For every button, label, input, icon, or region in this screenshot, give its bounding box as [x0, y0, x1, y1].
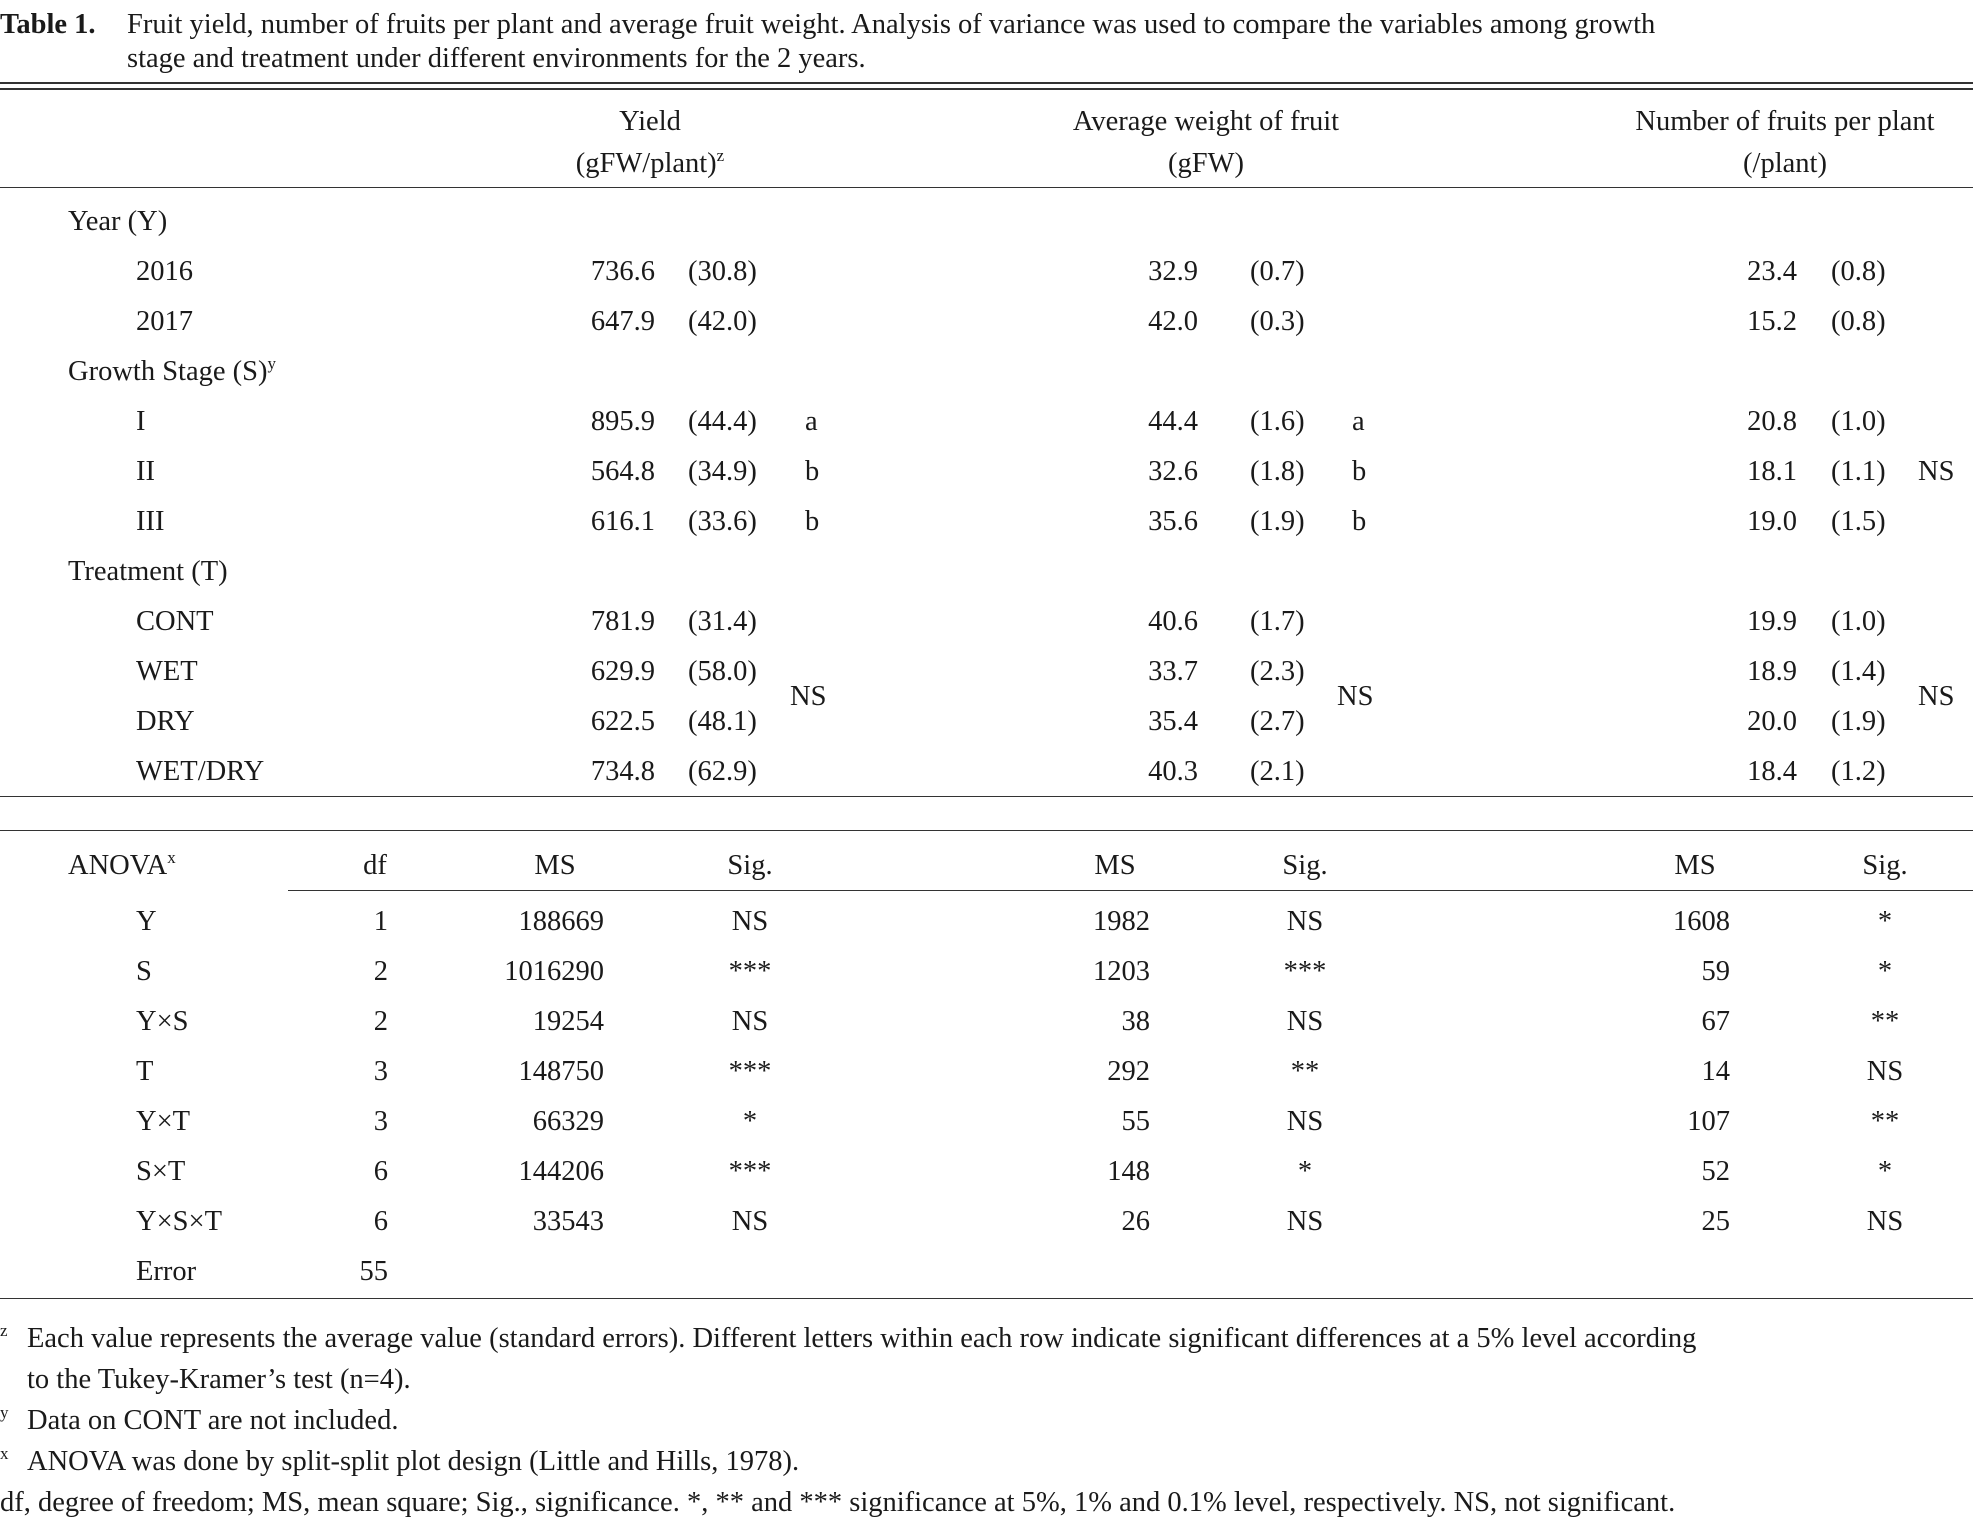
- cell-standard-error: (1.7): [1250, 606, 1305, 637]
- cell-standard-error: (1.5): [1831, 506, 1886, 537]
- anova-sig: NS: [1866, 1056, 1904, 1087]
- footnote-text: df, degree of freedom; MS, mean square; Sig., significance. *, ** and *** significance at 5%, 1% and 0.1% level, respectively. NS, not significant.: [0, 1487, 1676, 1518]
- anova-source: Error: [136, 1256, 197, 1287]
- column-header-count: Number of fruits per plant: [1635, 106, 1935, 137]
- anova-ms: 26: [1121, 1206, 1150, 1237]
- top-rule: [0, 82, 1973, 84]
- cell-standard-error: (2.3): [1250, 656, 1305, 687]
- column-header-weight: Average weight of fruit: [1072, 106, 1340, 137]
- group-significance: NS: [1918, 681, 1955, 712]
- cell-value: 616.1: [590, 506, 655, 537]
- cell-standard-error: (1.0): [1831, 406, 1886, 437]
- cell-standard-error: (1.6): [1250, 406, 1305, 437]
- anova-sig: NS: [1866, 1206, 1904, 1237]
- cell-standard-error: (48.1): [688, 706, 757, 737]
- anova-sig: *: [1877, 906, 1893, 937]
- cell-standard-error: (2.7): [1250, 706, 1305, 737]
- cell-value: 40.6: [1148, 606, 1198, 637]
- cell-value: 647.9: [590, 306, 655, 337]
- cell-standard-error: (0.3): [1250, 306, 1305, 337]
- cell-standard-error: (34.9): [688, 456, 757, 487]
- anova-ms: 55: [1121, 1106, 1150, 1137]
- footnote-text: Data on CONT are not included.: [27, 1405, 399, 1436]
- row-label: III: [136, 506, 165, 537]
- cell-value: 18.1: [1747, 456, 1797, 487]
- anova-ms: 107: [1687, 1106, 1730, 1137]
- anova-ms: 148: [1107, 1156, 1150, 1187]
- footnote-text: Each value represents the average value (standard errors). Different letters within each row indicate significant differences at a 5% level according: [27, 1323, 1697, 1354]
- row-label: I: [136, 406, 146, 437]
- anova-source: Y×S×T: [136, 1206, 222, 1237]
- anova-df: 2: [373, 956, 388, 987]
- anova-df: 1: [373, 906, 388, 937]
- cell-value: 44.4: [1148, 406, 1198, 437]
- anova-ms: 66329: [532, 1106, 604, 1137]
- group-label: [68, 354, 276, 387]
- anova-sig: **: [1290, 1056, 1320, 1087]
- anova-header-sig-1: Sig.: [727, 850, 773, 881]
- footnote-mark: z: [0, 1321, 8, 1340]
- anova-ms: 59: [1701, 956, 1730, 987]
- cell-value: 23.4: [1747, 256, 1797, 287]
- cell-standard-error: (1.9): [1250, 506, 1305, 537]
- cell-value: 781.9: [590, 606, 655, 637]
- anova-label-text: ANOVA: [68, 850, 168, 881]
- anova-sig: ***: [1283, 956, 1327, 987]
- cell-standard-error: (1.8): [1250, 456, 1305, 487]
- anova-source: S×T: [136, 1156, 186, 1187]
- anova-sig: NS: [1286, 906, 1324, 937]
- anova-sig: NS: [731, 906, 769, 937]
- cell-significance-letter: a: [805, 406, 818, 437]
- anova-sig: NS: [1286, 1006, 1324, 1037]
- table-label: Table 1.: [0, 9, 96, 40]
- anova-source: S: [136, 956, 152, 987]
- cell-standard-error: (2.1): [1250, 756, 1305, 787]
- cell-significance-letter: b: [1352, 456, 1367, 487]
- cell-value: 15.2: [1747, 306, 1797, 337]
- anova-source: T: [136, 1056, 154, 1087]
- anova-ms: 188669: [518, 906, 604, 937]
- anova-ms: 292: [1107, 1056, 1150, 1087]
- cell-standard-error: (30.8): [688, 256, 757, 287]
- cell-standard-error: (1.0): [1831, 606, 1886, 637]
- cell-standard-error: (0.8): [1831, 256, 1886, 287]
- body-bottom-rule: [0, 796, 1973, 797]
- cell-value: 622.5: [590, 706, 655, 737]
- anova-ms: 1608: [1673, 906, 1730, 937]
- anova-sig: ***: [728, 956, 772, 987]
- cell-significance-letter: b: [1352, 506, 1367, 537]
- group-label: [68, 208, 167, 237]
- cell-value: 736.6: [590, 256, 655, 287]
- anova-source: Y: [136, 906, 157, 937]
- cell-value: 35.4: [1148, 706, 1198, 737]
- cell-standard-error: (1.1): [1831, 456, 1886, 487]
- anova-sig: NS: [1286, 1206, 1324, 1237]
- cell-value: 19.0: [1747, 506, 1797, 537]
- anova-sig: *: [1877, 1156, 1893, 1187]
- anova-header-sig-3: Sig.: [1862, 850, 1908, 881]
- anova-sig: ***: [728, 1056, 772, 1087]
- cell-standard-error: (33.6): [688, 506, 757, 537]
- cell-standard-error: (44.4): [688, 406, 757, 437]
- anova-df: 6: [373, 1206, 388, 1237]
- column-unit-count: (/plant): [1743, 148, 1827, 179]
- anova-df: 2: [373, 1006, 388, 1037]
- row-label: DRY: [136, 706, 195, 737]
- group-label-text: Year (Y): [68, 206, 168, 237]
- header-rule: [0, 187, 1973, 188]
- cell-value: 18.4: [1747, 756, 1797, 787]
- cell-value: 19.9: [1747, 606, 1797, 637]
- table-caption-line-1: Fruit yield, number of fruits per plant and average fruit weight. Analysis of variance was used to compare the variables among growth: [127, 9, 1656, 40]
- anova-ms: 1982: [1093, 906, 1150, 937]
- anova-df: 3: [373, 1056, 388, 1087]
- anova-sig: **: [1870, 1006, 1900, 1037]
- anova-sig: ***: [728, 1156, 772, 1187]
- cell-value: 895.9: [590, 406, 655, 437]
- cell-standard-error: (31.4): [688, 606, 757, 637]
- cell-standard-error: (1.2): [1831, 756, 1886, 787]
- anova-df: 55: [359, 1256, 388, 1287]
- cell-standard-error: (58.0): [688, 656, 757, 687]
- anova-df: 6: [373, 1156, 388, 1187]
- group-label: [68, 558, 228, 587]
- anova-df: 3: [373, 1106, 388, 1137]
- anova-header-rule: [288, 890, 1973, 891]
- cell-standard-error: (1.4): [1831, 656, 1886, 687]
- footnote-text: to the Tukey-Kramer’s test (n=4).: [27, 1364, 411, 1395]
- anova-sig: NS: [731, 1206, 769, 1237]
- cell-value: 35.6: [1148, 506, 1198, 537]
- footnote-mark-z: z: [716, 146, 725, 165]
- cell-standard-error: (42.0): [688, 306, 757, 337]
- cell-standard-error: (62.9): [688, 756, 757, 787]
- cell-value: 564.8: [590, 456, 655, 487]
- anova-sig: *: [1877, 956, 1893, 987]
- anova-ms: 25: [1701, 1206, 1730, 1237]
- cell-standard-error: (1.9): [1831, 706, 1886, 737]
- column-unit-weight: (gFW): [1168, 148, 1244, 179]
- anova-ms: 1203: [1093, 956, 1150, 987]
- unit-text: (gFW/plant): [575, 148, 717, 179]
- cell-significance-letter: a: [1352, 406, 1365, 437]
- group-significance: NS: [790, 681, 827, 712]
- anova-source: Y×T: [136, 1106, 191, 1137]
- anova-ms: 14: [1701, 1056, 1730, 1087]
- footnote-mark-x: x: [167, 848, 176, 867]
- cell-significance-letter: b: [805, 506, 820, 537]
- anova-header-ms-2: MS: [1094, 850, 1136, 881]
- anova-ms: 33543: [532, 1206, 604, 1237]
- cell-value: 40.3: [1148, 756, 1198, 787]
- anova-sig: NS: [731, 1006, 769, 1037]
- anova-header-df: df: [363, 850, 387, 881]
- anova-label: [68, 848, 176, 881]
- anova-ms: 1016290: [504, 956, 604, 987]
- table-bottom-rule: [0, 1298, 1973, 1299]
- cell-value: 32.9: [1148, 256, 1198, 287]
- anova-sig: **: [1870, 1106, 1900, 1137]
- row-label: CONT: [136, 606, 214, 637]
- cell-value: 33.7: [1148, 656, 1198, 687]
- group-significance: NS: [1918, 456, 1955, 487]
- footnote-mark: x: [0, 1444, 9, 1463]
- group-label-text: Growth Stage (S): [68, 356, 268, 387]
- cell-value: 20.8: [1747, 406, 1797, 437]
- anova-sig: *: [742, 1106, 758, 1137]
- cell-standard-error: (0.7): [1250, 256, 1305, 287]
- footnote-mark: y: [0, 1403, 9, 1422]
- footnote-text: ANOVA was done by split-split plot design (Little and Hills, 1978).: [27, 1446, 800, 1477]
- cell-value: 629.9: [590, 656, 655, 687]
- cell-value: 42.0: [1148, 306, 1198, 337]
- anova-source: Y×S: [136, 1006, 189, 1037]
- anova-header-ms-3: MS: [1674, 850, 1716, 881]
- row-label: WET: [136, 656, 198, 687]
- anova-top-rule: [0, 830, 1973, 831]
- anova-ms: 52: [1701, 1156, 1730, 1187]
- table-caption-line-2: stage and treatment under different environments for the 2 years.: [127, 43, 866, 74]
- row-label: 2017: [136, 306, 193, 337]
- cell-significance-letter: b: [805, 456, 820, 487]
- footnote-mark-y: y: [267, 354, 276, 373]
- anova-header-sig-2: Sig.: [1282, 850, 1328, 881]
- anova-sig: NS: [1286, 1106, 1324, 1137]
- group-label-text: Treatment (T): [68, 556, 228, 587]
- column-unit-yield: [500, 146, 800, 179]
- anova-ms: 38: [1121, 1006, 1150, 1037]
- anova-ms: 19254: [532, 1006, 604, 1037]
- row-label: II: [136, 456, 155, 487]
- row-label: WET/DRY: [136, 756, 265, 787]
- group-significance: NS: [1337, 681, 1374, 712]
- anova-header-ms-1: MS: [534, 850, 576, 881]
- row-label: 2016: [136, 256, 193, 287]
- column-header-yield: Yield: [619, 106, 681, 137]
- anova-ms: 148750: [518, 1056, 604, 1087]
- anova-ms: 144206: [518, 1156, 604, 1187]
- anova-ms: 67: [1701, 1006, 1730, 1037]
- cell-value: 20.0: [1747, 706, 1797, 737]
- cell-value: 18.9: [1747, 656, 1797, 687]
- cell-value: 32.6: [1148, 456, 1198, 487]
- top-rule-second: [0, 88, 1973, 90]
- cell-standard-error: (0.8): [1831, 306, 1886, 337]
- cell-value: 734.8: [590, 756, 655, 787]
- anova-sig: *: [1297, 1156, 1313, 1187]
